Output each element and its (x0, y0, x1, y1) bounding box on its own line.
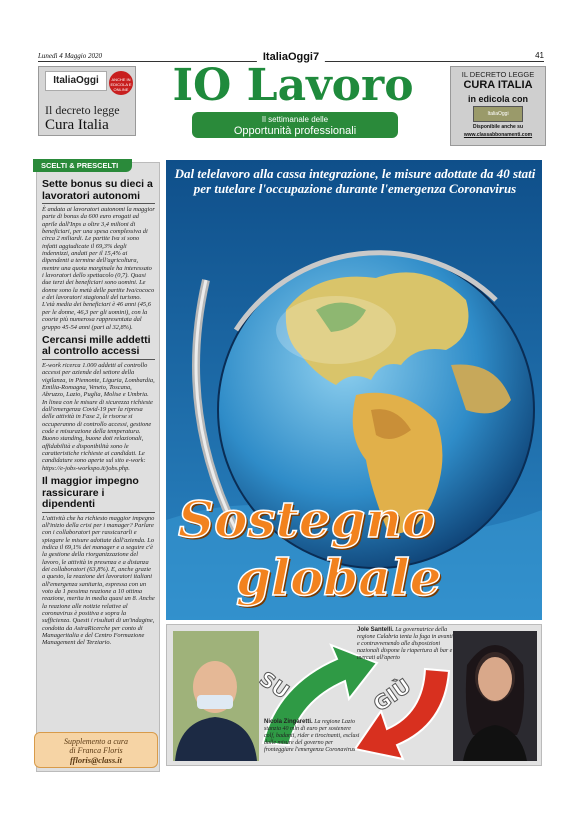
promo-right-link[interactable]: www.classabbonamenti.com (463, 132, 533, 138)
supplement-email[interactable]: ffloris@class.it (69, 755, 123, 765)
supplement-box (34, 732, 158, 768)
column-tag: SCELTI & PRESCELTI (33, 159, 132, 172)
article-title: Sette bonus su dieci a lavoratori autonomi (42, 179, 155, 204)
promo-line2: Cura Italia (45, 117, 109, 133)
article-body: È andata ai lavoratori autonomi la maggior parte di bonus da 600 euro erogati ad aprile dall'Inps a oltre 3,4 milioni di beneficiari, per una spesa complessiva di circa 2 miliardi. Le partite Iva si sono infatti aggiudicate il 69,3% degli indennizzi, andati per il 15,4% ai dipendenti a termine dell'agricoltura, mentre una quota marginale ha interessato i lavoratori dello spettacolo (0,7). Quasi due terzi dei beneficiari sono uomini. Le donne sono la metà delle partite Iva/cococo e dei lavoratori stagionali del turismo. L'età media dei beneficiari è 46 anni (45,6 per le donne, 46,3 per gli uomini), con la coorte più numerosa rappresentata dal gruppo 45-54 anni (pari al 32,8%). (42, 206, 155, 331)
subtitle-small: Il settimanale delle (261, 115, 329, 124)
article-title: Il maggior impegno rassicurare i dipendenti (42, 476, 155, 513)
promo-right-line2: CURA ITALIA (463, 79, 533, 91)
su-giu-panel (166, 624, 542, 766)
book-cover: ItaliaOggi (473, 106, 523, 122)
article-title: Cercansi mille addetti al controllo accessi (42, 335, 155, 360)
giu-label: GIÙ (368, 673, 416, 717)
zingaretti-caption (264, 719, 360, 754)
masthead-subtitle (192, 112, 398, 138)
feature-headline: Dal telelavoro alla cassa integrazione, le misure adottate da 40 stati per tutelare l'occupazione durante l'emergenza Coronavirus (174, 166, 536, 196)
subtitle-big: Opportunità professionali (233, 125, 357, 137)
feature-title-word2: globale (236, 548, 442, 607)
italiaoggi-logo: ItaliaOggi (45, 71, 107, 91)
news-column (36, 162, 160, 772)
promo-cura-italia[interactable] (38, 66, 136, 136)
zingaretti-name: Nicola Zingaretti. (264, 719, 313, 725)
santelli-caption (357, 627, 453, 662)
promo-edicola[interactable] (450, 66, 546, 146)
santelli-name: Jole Santelli. (357, 627, 394, 633)
masthead-title: IO Lavoro (172, 60, 414, 111)
article-bonus (42, 179, 155, 331)
feature-panel (166, 160, 542, 620)
santelli-caption-text: La governatrice della regione Calabria tenta la fuga in avanti e contravvenendo alle disposizioni nazionali dispone la riapertura di bar e mercati all'aperto (357, 627, 453, 661)
article-body: E-work ricerca 1.000 addetti al controllo accessi per aziende del settore della vigilanza, in Piemonte, Liguria, Lombardia, Emilia-Romagna, Veneto, Toscana, Abruzzo, Lazio, Puglia, Molise e Umbria. In linea con le misure di sicurezza richieste dall'emergenza Covid-19 per la ripresa delle attività in Fase 2, le risorse si occuperanno di controllo accessi, gestione code e misurazione della temperatura. Buono standing, buone doti relazionali, affidabilità e disponibilità sono le caratteristiche richieste ai candidati. Le candidature sono aperte sul sito e-work: https://e-jobs-workspo.it/jobs.php. (42, 361, 155, 472)
feature-title-word1: Sostegno (178, 490, 436, 549)
zingaretti-caption-text: La regione Lazio stanzia 40 mln di euro per sostenere colf, badanti, rider e tirocinanti, esclusi dalle misure del governo per fronteggiare l'emergenza Coronavirus (264, 719, 360, 753)
issue-date: Lunedì 4 Maggio 2020 (38, 52, 102, 60)
promo-right-line4: Disponibile anche su (472, 124, 523, 130)
su-label: SU (254, 666, 294, 704)
promo-right-line3: in edicola con (467, 94, 528, 104)
page-number: 41 (535, 51, 544, 60)
article-body: L'attività che ha richiesto maggior impegno all'inizio della crisi per i manager? Parlare con i collaboratori per rassicurarli e spiegare le misure adottate dall'azienda. Lo indica il 69,1% dei manager e a seguire c'è la gestione della riorganizzazione del lavoro, le attività in presenza e a distanza dei collaboratori (63,8%). E, anche grazie a questo, la reazione dei lavoratori italiani all'emergenza sanitaria, espressa con un voto da 1 pessima reazione a 10 ottima reazione, merita in media quasi un 8. Anche la reazione alle notizie relative al coronavirus è positiva e sopra la sufficienza. Questi i risultati di un'indagine, condotta da AstraRicerche per conto di Manageritalia e del Centro Formazione Management del Terziario. (42, 514, 155, 647)
article-controllo-accessi (42, 335, 155, 472)
promo-badge: ANCHE IN EDICOLA E ONLINE (109, 71, 133, 95)
brand-name: ItaliaOggi7 (257, 51, 325, 63)
supplement-line1: Supplemento a cura (64, 737, 128, 746)
masthead (146, 60, 440, 137)
supplement-line2: di Franca Floris (69, 746, 123, 755)
article-impegno (42, 476, 155, 647)
promo-right-line1: IL DECRETO LEGGE (461, 70, 535, 79)
promo-line1: Il decreto legge (45, 103, 120, 117)
